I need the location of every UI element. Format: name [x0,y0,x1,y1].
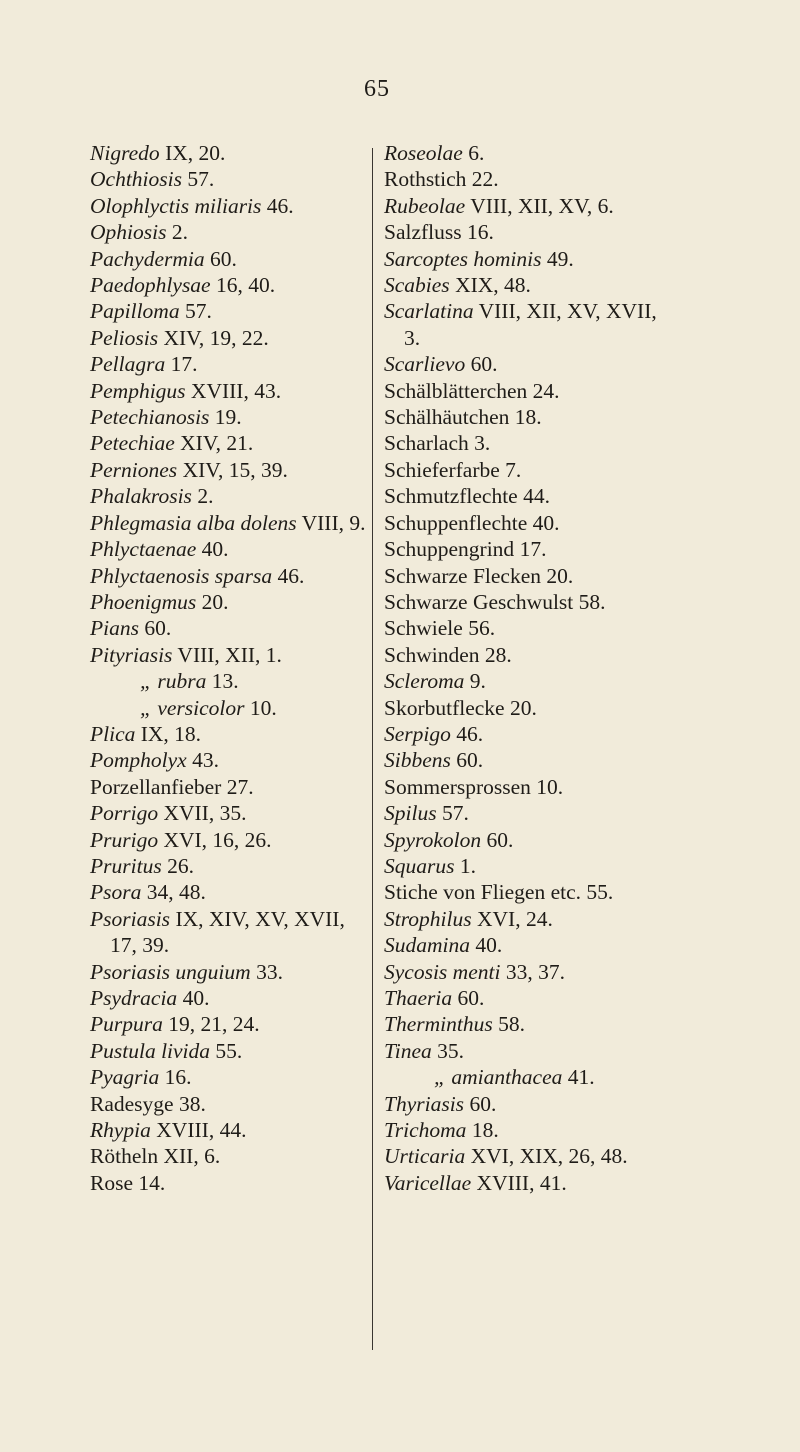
index-entry [90,1117,370,1143]
index-term: Schuppenflechte [384,510,528,535]
index-entry [384,774,784,800]
index-term: Sommersprossen [384,774,531,799]
index-entry [384,325,784,351]
index-entry [384,985,784,1011]
index-term: „ amianthacea [434,1065,563,1090]
index-locations: 3. [474,431,491,456]
index-term: Pemphigus [90,378,186,403]
index-entry [90,1143,370,1169]
index-term: Varicellae [384,1170,472,1195]
index-locations: 18. [514,405,542,430]
index-locations: 2. [197,484,214,509]
index-entry [90,747,370,773]
index-term: Petechianosis [90,405,210,430]
index-entry [90,457,370,483]
index-entry [90,1064,370,1090]
index-locations: 17. [170,352,198,377]
index-entry [384,536,784,562]
index-term: Schmutzflechte [384,484,518,509]
index-locations: 60. [470,352,498,377]
index-locations: 46. [277,563,305,588]
index-locations: 49. [546,246,574,271]
index-term: Sibbens [384,748,451,773]
index-term: Thaeria [384,986,453,1010]
index-entry [384,1117,784,1143]
index-locations: 18. [471,1118,499,1143]
index-entry [90,298,370,324]
index-term: Rubeolae [384,193,466,218]
index-entry [90,563,370,589]
index-locations: 16. [467,220,494,245]
index-term: Rose [90,1170,133,1195]
index-term: Spilus [384,801,437,826]
index-locations: 60. [457,986,485,1010]
index-locations: 16, 40. [215,273,276,298]
index-entry [384,193,784,219]
index-entry [90,404,370,430]
index-term: Schieferfarbe [384,457,500,482]
index-term: Schwinden [384,642,480,667]
index-entry [90,246,370,272]
index-term: Pruritus [90,853,162,878]
index-term: Plica [90,721,136,746]
index-locations: VIII, 9. [301,510,366,535]
index-term: Peliosis [90,325,159,350]
index-locations: 56. [468,616,496,641]
index-locations: IX, XIV, XV, XVII, [175,906,345,931]
index-entry [384,747,784,773]
index-locations: 13. [211,669,239,694]
index-term: Skorbutflecke [384,695,505,720]
index-term: Psora [90,880,142,905]
index-term: Phlyctaenae [90,537,197,562]
index-entry [384,563,784,589]
index-locations: 44. [523,484,550,509]
index-entry [90,853,370,879]
index-locations: 41. [567,1065,595,1090]
index-entry [90,536,370,562]
index-entry [384,1091,784,1117]
index-locations: 55. [215,1038,243,1063]
index-term: Psoriasis unguium [90,959,251,984]
index-entry [384,827,784,853]
index-locations: 3. [404,325,421,350]
index-entry [90,589,370,615]
index-entry [384,642,784,668]
index-entry [384,246,784,272]
index-term: Phalakrosis [90,484,192,509]
index-locations: 60. [469,1091,497,1116]
index-term: Rötheln [90,1144,159,1169]
index-entry [90,140,370,166]
index-locations: VIII, XII, XV, XVII, [478,299,657,324]
index-locations: XVII, 35. [163,801,247,826]
index-entry [384,219,784,245]
index-entry [90,351,370,377]
index-entry [384,1143,784,1169]
index-locations: XVIII, 44. [156,1118,247,1143]
index-locations: 6. [468,141,485,165]
index-term: Phlyctaenosis sparsa [90,563,273,588]
index-locations: 57. [187,167,215,192]
index-term: Strophilus [384,906,472,931]
index-locations: 34, 48. [146,880,206,905]
index-locations: XIV, 21. [180,431,254,456]
index-term: Schwiele [384,616,463,641]
index-term: Schwarze Flecken [384,563,541,588]
index-locations: 22. [471,167,499,192]
index-term: Sycosis menti [384,959,501,984]
index-locations: 19, 21, 24. [168,1012,260,1037]
index-entry [384,378,784,404]
index-term: Pyagria [90,1065,160,1090]
index-entry [90,932,370,958]
index-entry [90,642,370,668]
index-term: Squarus [384,853,455,878]
index-entry [384,1170,784,1196]
index-term: Roseolae [384,141,463,165]
index-locations: 60. [210,246,237,271]
index-entry [90,272,370,298]
index-locations: 46. [456,721,484,746]
index-locations: 46. [266,193,294,218]
index-column-right [384,140,784,1196]
index-entry [384,1038,784,1064]
index-entry [90,906,370,932]
index-entry [384,853,784,879]
index-entry [384,351,784,377]
index-term: Trichoma [384,1118,467,1143]
index-term: Radesyge [90,1091,174,1116]
index-term: Salzfluss [384,220,462,245]
index-locations: 19. [214,405,242,430]
index-term: Porrigo [90,801,159,826]
index-entry [90,430,370,456]
index-locations: 60. [456,748,484,773]
index-term: Urticaria [384,1144,466,1169]
index-locations: 26. [167,853,194,878]
index-locations: VIII, XII, 1. [177,642,282,667]
index-column-left [90,140,370,1196]
index-locations: 16. [164,1065,192,1090]
page-number: 65 [364,76,390,102]
index-term: Thyriasis [384,1091,465,1116]
index-locations: XVIII, 43. [190,378,282,403]
index-entry [384,166,784,192]
index-locations: 57. [184,299,212,324]
index-term: Schuppengrind [384,537,515,562]
index-locations: 10. [536,774,564,799]
index-term: Schälhäutchen [384,405,510,430]
index-locations: XVI, XIX, 26, 48. [470,1144,628,1169]
index-locations: 58. [498,1012,525,1037]
index-entry [90,800,370,826]
index-entry [90,1091,370,1117]
index-entry [90,510,370,536]
index-entry [90,615,370,641]
index-locations: VIII, XII, XV, 6. [470,193,614,218]
index-term: Tinea [384,1038,432,1063]
index-term: Perniones [90,457,178,482]
index-term: Papilloma [90,299,180,324]
index-term: Scharlach [384,431,469,456]
index-entry [90,695,370,721]
index-locations: 60. [144,616,172,641]
index-locations: 24. [532,378,560,403]
index-locations: 7. [505,457,522,482]
index-locations: 28. [484,642,512,667]
index-locations: XVI, 24. [476,906,553,931]
index-entry [384,932,784,958]
index-locations: 35. [437,1038,465,1063]
index-term: Sarcoptes hominis [384,246,542,271]
index-entry [384,668,784,694]
index-term: Therminthus [384,1012,493,1037]
index-term: Paedophlysae [90,273,211,298]
index-term: Olophlyctis miliaris [90,193,262,218]
index-term: Porzellanfieber [90,774,222,799]
index-locations: XIV, 19, 22. [163,325,269,350]
index-locations: 33, 37. [505,959,565,984]
index-term: Pityriasis [90,642,173,667]
index-term: Psoriasis [90,906,171,931]
index-entry [384,483,784,509]
index-term: Rhypia [90,1118,151,1143]
index-locations: 1. [459,853,476,878]
index-entry [90,1038,370,1064]
index-term: Pians [90,616,139,641]
index-locations: 38. [178,1091,206,1116]
index-entry [384,1011,784,1037]
index-entry [384,721,784,747]
index-entry [90,325,370,351]
index-entry [384,272,784,298]
index-entry [90,166,370,192]
index-term: „ versicolor [140,695,245,720]
index-locations: XII, 6. [163,1144,221,1169]
index-term: Scabies [384,273,450,298]
index-locations: 40. [532,510,560,535]
index-locations: 58. [578,589,606,614]
index-locations: 20. [201,589,229,614]
index-locations: 9. [469,669,486,694]
index-entry [384,430,784,456]
index-entry [90,483,370,509]
index-entry [384,695,784,721]
index-locations: 17, 39. [110,933,170,958]
index-term: Scarlatina [384,299,474,324]
index-entry [384,589,784,615]
index-locations: 10. [249,695,277,720]
index-term: Psydracia [90,986,178,1010]
index-entry [384,510,784,536]
index-locations: 17. [519,537,547,562]
index-term: Phoenigmus [90,589,197,614]
index-entry [90,985,370,1011]
index-locations: 20. [546,563,574,588]
index-locations: IX, 18. [140,721,202,746]
index-entry [90,879,370,905]
index-entry [384,140,784,166]
index-entry [90,668,370,694]
index-locations: 55. [586,880,614,905]
index-entry [90,193,370,219]
index-locations: XVI, 16, 26. [163,827,272,852]
index-entry [384,615,784,641]
index-locations: 40. [182,986,210,1010]
index-term: Schwarze Geschwulst [384,589,574,614]
index-term: Rothstich [384,167,467,192]
index-term: Purpura [90,1012,163,1037]
index-locations: 60. [486,827,514,852]
index-term: Pompholyx [90,748,187,773]
index-term: Stiche von Fliegen etc. [384,880,582,905]
index-locations: 57. [441,801,469,826]
index-entry [90,219,370,245]
index-term: Pellagra [90,352,166,377]
index-locations: XIV, 15, 39. [182,457,288,482]
index-locations: 40. [201,537,229,562]
index-entry [384,404,784,430]
index-entry [90,827,370,853]
index-entry [384,879,784,905]
index-term: Serpigo [384,721,451,746]
index-locations: 33. [256,959,283,984]
index-locations: 20. [509,695,537,720]
index-term: Ochthiosis [90,167,182,192]
index-entry [384,959,784,985]
index-locations: XIX, 48. [455,273,531,298]
index-locations: IX, 20. [165,141,226,165]
index-entry [90,378,370,404]
index-locations: 2. [171,220,188,245]
index-entry [384,1064,784,1090]
index-term: Phlegmasia alba dolens [90,510,297,535]
index-locations: 43. [192,748,219,773]
index-term: Petechiae [90,431,175,456]
index-term: Ophiosis [90,220,167,245]
index-locations: 27. [226,774,254,799]
index-entry [90,721,370,747]
index-term: Sudamina [384,933,470,958]
index-term: Schälblätterchen [384,378,528,403]
index-entry [384,906,784,932]
index-term: Spyrokolon [384,827,482,852]
index-term: Prurigo [90,827,159,852]
index-term: Pachydermia [90,246,205,271]
index-term: „ rubra [140,669,207,694]
index-entry [384,800,784,826]
index-term: Nigredo [90,141,160,165]
index-term: Scleroma [384,669,465,694]
index-entry [90,774,370,800]
index-locations: 40. [475,933,503,958]
index-entry [384,298,784,324]
index-term: Pustula livida [90,1038,211,1063]
index-term: Scarlievo [384,352,466,377]
index-entry [90,1011,370,1037]
index-locations: XVIII, 41. [476,1170,567,1195]
index-locations: 14. [138,1170,166,1195]
index-entry [384,457,784,483]
index-entry [90,1170,370,1196]
column-divider [372,148,373,1350]
index-entry [90,959,370,985]
